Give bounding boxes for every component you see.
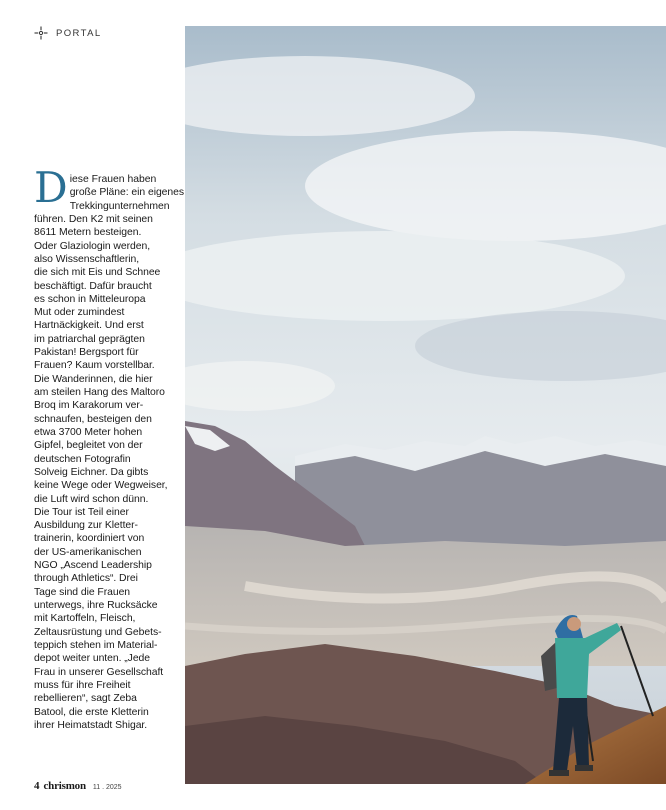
text-line: NGO „Ascend Leadership <box>34 560 152 572</box>
text-line: Mut oder zumindest <box>34 307 125 319</box>
text-line: Gipfel, begleitet von der <box>34 440 143 452</box>
text-line: im patriarchal geprägten <box>34 333 145 345</box>
text-line: muss für ihre Freiheit <box>34 679 131 691</box>
page-number: 4 <box>34 780 40 792</box>
text-line: Zeltausrüstung und Gebets- <box>34 626 162 638</box>
text-line: keine Wege oder Wegweiser, <box>34 480 168 492</box>
text-line: große Pläne: ein eigenes <box>69 187 185 199</box>
text-line: Frau in unserer Gesellschaft <box>34 666 164 678</box>
text-line: die sich mit Eis und Schnee <box>34 267 161 279</box>
text-line: führen. Den K2 mit seinen <box>34 213 153 225</box>
magazine-name: chrismon <box>43 780 86 792</box>
text-line: also Wissenschaftlerin, <box>34 253 140 265</box>
article-body <box>34 163 185 732</box>
text-line: depot weiter unten. „Jede <box>34 653 151 665</box>
text-line: Die Wanderinnen, die hier <box>34 373 153 385</box>
text-line: beschäftigt. Dafür braucht <box>34 280 152 292</box>
text-line: Solveig Eichner. Da gibts <box>34 466 149 478</box>
text-line: Pakistan! Bergsport für <box>34 347 139 359</box>
text-line: iese Frauen haben <box>69 174 157 185</box>
hero-photo <box>185 26 666 784</box>
text-line: rebellieren“, sagt Zeba <box>34 693 137 705</box>
text-line: teppich stehen im Material- <box>34 639 158 651</box>
text-line: der US-amerikanischen <box>34 546 142 558</box>
text-line: schnaufen, besteigen den <box>34 413 152 425</box>
text-line: unterwegs, ihre Rucksäcke <box>34 600 158 611</box>
text-line: am steilen Hang des Maltoro <box>34 387 165 398</box>
drop-cap: D <box>34 163 68 212</box>
text-line: Die Tour ist Teil einer <box>34 506 129 518</box>
text-line: etwa 3700 Meter hohen <box>34 426 143 438</box>
section-header <box>34 26 102 40</box>
text-line: deutschen Fotografin <box>34 453 131 465</box>
text-line: Tage sind die Frauen <box>34 586 131 598</box>
text-line: Frauen? Kaum vorstellbar. <box>34 360 155 372</box>
text-line: Ausbildung zur Kletter- <box>34 520 138 532</box>
text-line: Batool, die erste Kletterin <box>34 706 149 718</box>
text-line: 8611 Metern besteigen. <box>34 227 142 239</box>
text-line: Hartnäckigkeit. Und erst <box>34 320 144 332</box>
text-line: Oder Glaziologin werden, <box>34 240 151 252</box>
compass-cross-icon <box>34 26 48 40</box>
text-line: Broq im Karakorum ver- <box>34 400 144 412</box>
section-label: PORTAL <box>56 27 102 39</box>
issue-date: 11 . 2025 <box>92 784 122 791</box>
text-line: die Luft wird schon dünn. <box>34 493 149 505</box>
text-line: Trekkingunternehmen <box>69 200 170 212</box>
text-line: ihrer Heimatstadt Shigar. <box>34 719 148 731</box>
article-lines <box>34 200 182 733</box>
text-line: trainerin, koordiniert von <box>34 533 145 545</box>
mountain-landscape-image <box>185 26 666 784</box>
text-line: mit Kartoffeln, Fleisch, <box>34 613 136 625</box>
text-line: through Athletics“. Drei <box>34 573 138 585</box>
page-footer <box>34 780 122 792</box>
text-line: es schon in Mitteleuropa <box>34 293 146 305</box>
